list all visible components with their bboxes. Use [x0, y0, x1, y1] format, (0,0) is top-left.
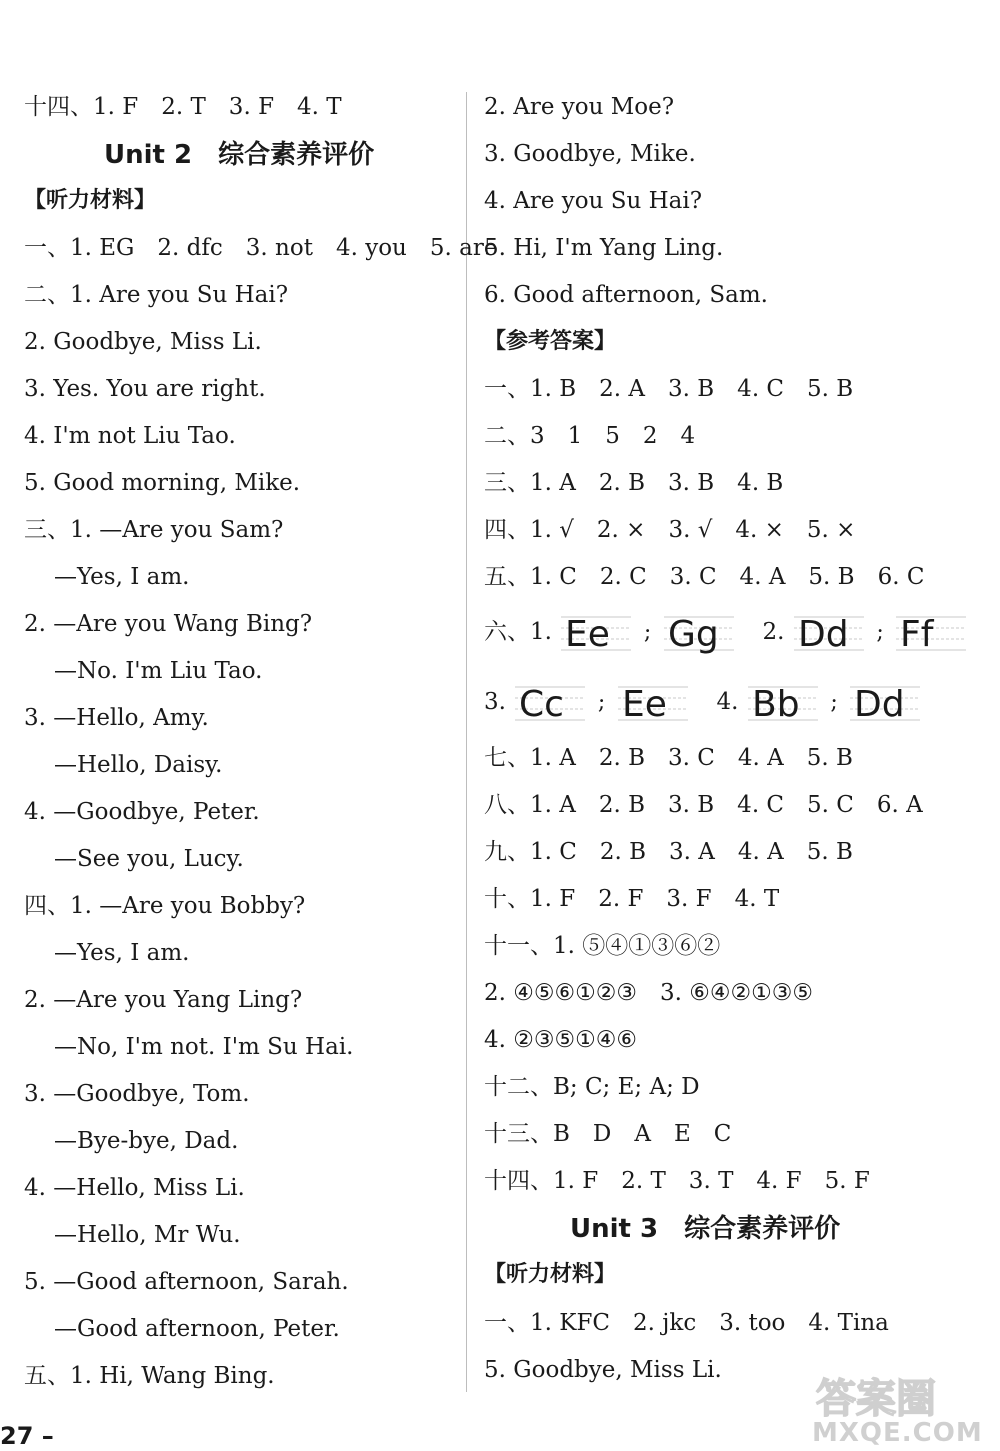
- text-line: —No. I'm Liu Tao.: [54, 658, 263, 684]
- unit3-heading: Unit 3 综合素养评价: [570, 1214, 841, 1244]
- handwriting-text: Bb: [751, 684, 800, 725]
- text-line: 5. Hi, I'm Yang Ling.: [484, 235, 724, 261]
- text-line: 6. Good afternoon, Sam.: [484, 282, 768, 308]
- answer-line: 五、1. C 2. C 3. C 4. A 5. B 6. C: [484, 564, 925, 590]
- separator: ;: [876, 620, 884, 645]
- answer-line: 二、3 1 5 2 4: [484, 423, 696, 449]
- answer-line: 八、1. A 2. B 3. B 4. C 5. C 6. A: [484, 792, 923, 818]
- text-line: 二、1. Are you Su Hai?: [24, 282, 289, 308]
- text-line: —Bye-bye, Dad.: [54, 1128, 239, 1154]
- question-number: 六、1.: [484, 619, 552, 645]
- answer-line: 九、1. C 2. B 3. A 4. A 5. B: [484, 839, 853, 865]
- unit2-heading: Unit 2 综合素养评价: [104, 140, 375, 170]
- handwriting-text: Cc: [519, 684, 565, 725]
- text-line: 4. I'm not Liu Tao.: [24, 423, 236, 449]
- answer-line: 十三、B D A E C: [484, 1121, 732, 1147]
- handwriting-letters: [850, 678, 920, 728]
- text-line: 2. —Are you Wang Bing?: [24, 611, 313, 637]
- text-line: 2. Goodbye, Miss Li.: [24, 329, 262, 355]
- answer-line: 4. ②③⑤①④⑥: [484, 1027, 637, 1053]
- handwriting-letters: [515, 678, 585, 728]
- answer-line: 十二、B; C; E; A; D: [484, 1074, 700, 1100]
- handwriting-letters: [618, 678, 688, 728]
- text-line: 四、1. —Are you Bobby?: [24, 893, 306, 919]
- separator: ;: [643, 620, 652, 645]
- answer-line: 十四、1. F 2. T 3. F 4. T: [24, 94, 342, 120]
- text-line: 5. Good morning, Mike.: [24, 470, 301, 496]
- handwriting-text: Gg: [667, 614, 719, 655]
- handwriting-letters: [794, 608, 864, 658]
- text-line: 3. Yes. You are right.: [24, 376, 266, 402]
- handwriting-text: Ff: [900, 614, 934, 655]
- answer-line: 四、1. √ 2. × 3. √ 4. × 5. ×: [484, 517, 856, 543]
- handwriting-text: Dd: [854, 684, 905, 725]
- question-number: 3.: [484, 689, 506, 715]
- listening-material-label: 【听力材料】: [24, 188, 157, 213]
- handwriting-letters: [561, 608, 631, 658]
- text-line: —Yes, I am.: [54, 564, 190, 590]
- handwriting-text: Ee: [621, 684, 667, 725]
- handwriting-text: Ee: [565, 614, 611, 655]
- text-line: —Hello, Daisy.: [54, 752, 223, 778]
- text-line: —Good afternoon, Peter.: [54, 1316, 340, 1342]
- text-line: 一、1. EG 2. dfc 3. not 4. you 5. are: [24, 235, 498, 261]
- column-divider: [466, 92, 467, 1392]
- text-line: —See you, Lucy.: [54, 846, 244, 872]
- answer-line: 十四、1. F 2. T 3. T 4. F 5. F: [484, 1168, 870, 1194]
- separator: ;: [597, 690, 606, 715]
- svg-text:答案圈: 答案圈: [816, 1376, 936, 1422]
- handwriting-answer-row: [484, 676, 922, 728]
- handwriting-letters: [748, 678, 818, 728]
- text-line: 5. —Good afternoon, Sarah.: [24, 1269, 349, 1295]
- text-line: —Hello, Mr Wu.: [54, 1222, 241, 1248]
- handwriting-text: Dd: [797, 614, 849, 655]
- text-line: 4. Are you Su Hai?: [484, 188, 703, 214]
- text-line: 五、1. Hi, Wang Bing.: [24, 1363, 275, 1389]
- handwriting-answer-row: [484, 606, 968, 658]
- answer-line: 十一、1. ⑤④①③⑥②: [484, 933, 721, 959]
- handwriting-letters: [664, 608, 734, 658]
- text-line: 2. —Are you Yang Ling?: [24, 987, 303, 1013]
- text-line: —No, I'm not. I'm Su Hai.: [54, 1034, 354, 1060]
- text-line: 4. —Hello, Miss Li.: [24, 1175, 245, 1201]
- question-number: 4.: [716, 689, 739, 715]
- text-line: 5. Goodbye, Miss Li.: [484, 1357, 722, 1383]
- text-line: 2. Are you Moe?: [484, 94, 675, 120]
- watermark-text: MXQE.COM: [812, 1418, 983, 1448]
- handwriting-letters: [896, 608, 966, 658]
- reference-answer-label: 【参考答案】: [484, 329, 617, 354]
- text-line: 3. —Hello, Amy.: [24, 705, 209, 731]
- answer-line: 三、1. A 2. B 3. B 4. B: [484, 470, 784, 496]
- answer-line: 十、1. F 2. F 3. F 4. T: [484, 886, 780, 912]
- text-line: 3. Goodbye, Mike.: [484, 141, 696, 167]
- page-number: 27 –: [0, 1422, 54, 1450]
- answer-line: 七、1. A 2. B 3. C 4. A 5. B: [484, 745, 853, 771]
- text-line: 4. —Goodbye, Peter.: [24, 799, 260, 825]
- text-line: 一、1. KFC 2. jkc 3. too 4. Tina: [484, 1310, 889, 1336]
- listening-material-label: 【听力材料】: [484, 1262, 617, 1287]
- text-line: 三、1. —Are you Sam?: [24, 517, 284, 543]
- text-line: 3. —Goodbye, Tom.: [24, 1081, 250, 1107]
- separator: ;: [830, 690, 838, 715]
- question-number: 2.: [762, 619, 785, 645]
- answer-line: 2. ④⑤⑥①②③ 3. ⑥④②①③⑤: [484, 980, 813, 1006]
- answer-line: 一、1. B 2. A 3. B 4. C 5. B: [484, 376, 854, 402]
- text-line: —Yes, I am.: [54, 940, 190, 966]
